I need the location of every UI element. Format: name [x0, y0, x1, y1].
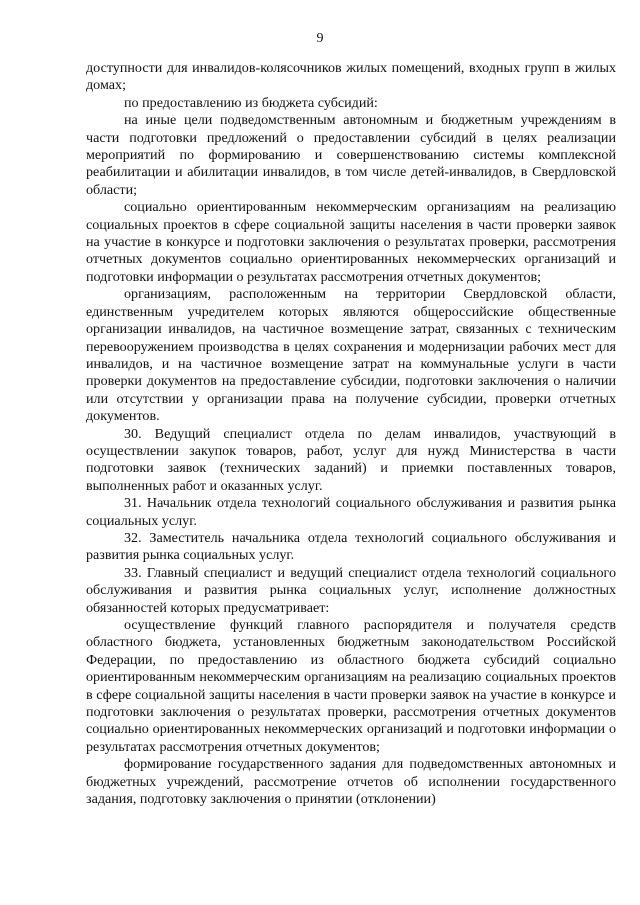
paragraph-subsidies-organizations: организациям, расположенным на территории Свердловской области, единственным учредителем которых являются общероссийские общественные организации инвалидов, на частичное возмещение затрат, связанных с техническим перевооружением производства в целях сохранения и модернизации рабочих мест для инвалидов, и на частичное возмещение затрат на коммунальные услуги в части проверки документов на предоставление субсидии, подготовки заключения о наличии или отсутствии у организации права на получение субсидии, проверки отчетных документов. [86, 286, 616, 425]
paragraph-budget-functions: осуществление функций главного распорядителя и получателя средств областного бюджета, установленных бюджетным законодательством Российской Федерации, по предоставлению из областного бюджета субсидий социально ориентированным некоммерческим организациям на реализацию социальных проектов в сфере социальной защиты населения в части проверки заявок на участие в конкурсе и подготовки заключения о результатах проверки, рассмотрения отчетных документов социально ориентированных некоммерческих организаций и подготовки информации о результатах рассмотрения отчетных документов; [86, 617, 616, 755]
document-body [86, 60, 616, 808]
page-number: 9 [316, 31, 324, 46]
paragraph-state-assignment: формирование государственного задания для подведомственных автономных и бюджетных учреждений, рассмотрение отчетов об исполнении государственного задания, подготовку заключения о принятии (отклонении) [86, 756, 616, 808]
paragraph-continuation: доступности для инвалидов-колясочников жилых помещений, входных групп в жилых домах; [86, 60, 616, 94]
paragraph-item-32: 32. Заместитель начальника отдела технологий социального обслуживания и развития рынка социальных услуг. [86, 529, 616, 564]
paragraph-subsidies-institutions: на иные цели подведомственным автономным и бюджетным учреждениям в части подготовки предложений о предоставлении субсидий в целях реализации мероприятий по формированию и совершенствованию системы комплексной реабилитации и абилитации инвалидов, в том числе детей-инвалидов, в Свердловской области; [86, 112, 616, 198]
paragraph-item-31: 31. Начальник отдела технологий социального обслуживания и развития рынка социальных услуг. [86, 495, 616, 529]
paragraph-item-33: 33. Главный специалист и ведущий специалист отдела технологий социального обслуживания и развития рынка социальных услуг, исполнение должностных обязанностей которых предусматривает: [86, 564, 616, 616]
paragraph-subsidies-nko: социально ориентированным некоммерческим организациям на реализацию социальных проектов в сфере социальной защиты населения в части проверки заявок на участие в конкурсе и подготовки заключения о результатах проверки, рассмотрения отчетных документов социально ориентированных некоммерческих организаций и подготовки информации о результатах рассмотрения отчетных документов; [86, 199, 616, 285]
paragraph-subsidies-heading: по предоставлению из бюджета субсидий: [124, 94, 378, 111]
paragraph-item-30: 30. Ведущий специалист отдела по делам инвалидов, участвующий в осуществлении закупок товаров, работ, услуг для нужд Министерства в части подготовки заявок (технических заданий) и приемки поставленных товаров, выполненных работ и оказанных услуг. [86, 425, 616, 494]
